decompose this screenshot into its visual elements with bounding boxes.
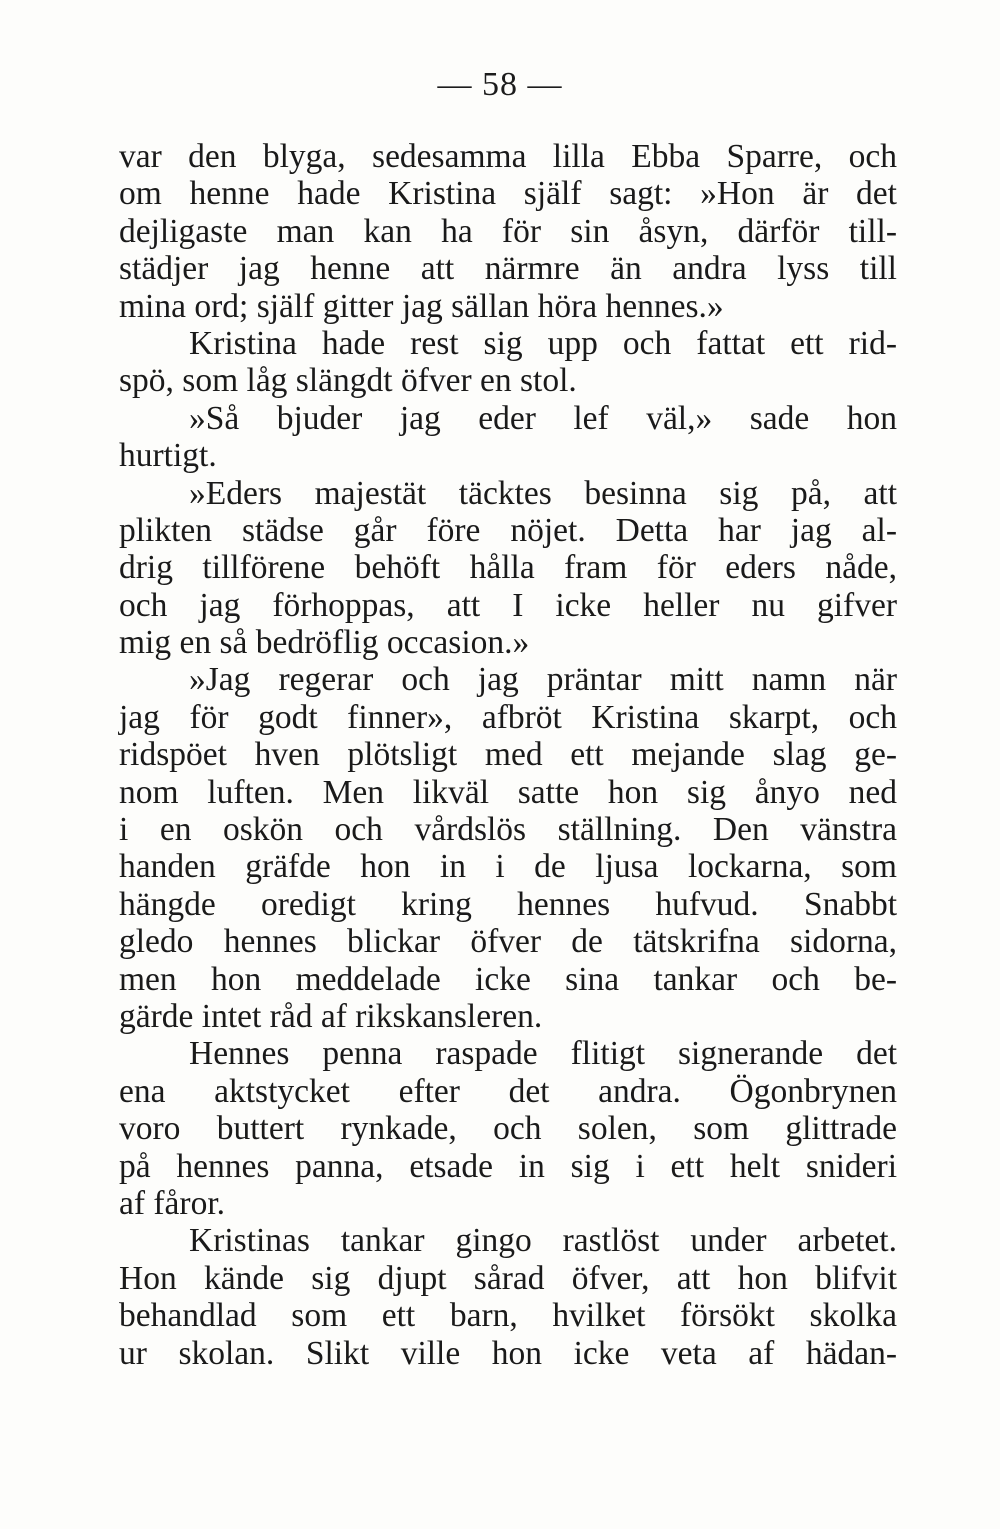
text-line: voro buttert rynkade, och solen, som glittrade: [119, 1110, 897, 1148]
text-line: nom luften. Men likväl satte hon sig ånyo ned: [119, 773, 897, 811]
text-line: af fåror.: [119, 1184, 226, 1222]
text-line: och jag förhoppas, att I icke heller nu gifver: [119, 586, 897, 624]
text-line: mig en så bedröflig occasion.»: [119, 624, 530, 662]
body-text: [119, 138, 897, 1372]
text-line: handen gräfde hon in i de ljusa lockarna, som: [119, 848, 897, 886]
text-line: var den blyga, sedesamma lilla Ebba Sparre, och: [119, 138, 897, 175]
text-line: men hon meddelade icke sina tankar och be-: [119, 960, 897, 998]
text-line: »Så bjuder jag eder lef väl,» sade hon: [189, 399, 897, 437]
text-line: »Eders majestät täcktes besinna sig på, att: [189, 474, 897, 512]
text-line: ur skolan. Slikt ville hon icke veta af hädan-: [119, 1334, 897, 1372]
page-number: — 58 —: [437, 66, 563, 103]
text-line: städjer jag henne att närmre än andra lyss till: [119, 250, 897, 288]
text-line: drig tillförene behöft hålla fram för eders nåde,: [119, 549, 897, 587]
text-line: jag för godt finner», afbröt Kristina skarpt, och: [119, 698, 897, 736]
text-line: gledo hennes blickar öfver de tätskrifna sidorna,: [119, 923, 897, 961]
text-line: behandlad som ett barn, hvilket försökt skolka: [119, 1297, 897, 1335]
text-line: hurtigt.: [119, 437, 217, 475]
text-line: mina ord; själf gitter jag sällan höra hennes.»: [119, 287, 724, 325]
text-line: Kristinas tankar gingo rastlöst under arbetet.: [189, 1222, 897, 1260]
text-line: ridspöet hven plötsligt med ett mejande slag ge-: [119, 736, 897, 774]
text-line: spö, som låg slängdt öfver en stol.: [119, 362, 577, 400]
text-line: Hennes penna raspade flitigt signerande det: [189, 1035, 897, 1073]
text-line: ena aktstycket efter det andra. Ögonbrynen: [119, 1072, 897, 1110]
text-line: gärde intet råd af rikskansleren.: [119, 997, 543, 1035]
text-line: Kristina hade rest sig upp och fattat ett rid-: [189, 324, 897, 362]
text-line: dejligaste man kan ha för sin åsyn, därför till-: [119, 212, 897, 250]
text-line: hängde oredigt kring hennes hufvud. Snabbt: [119, 885, 897, 923]
text-line: plikten städse går före nöjet. Detta har jag al-: [119, 511, 897, 549]
text-line: på hennes panna, etsade in sig i ett helt snideri: [119, 1147, 897, 1185]
text-line: om henne hade Kristina själf sagt: »Hon är det: [119, 175, 897, 213]
text-line: »Jag regerar och jag präntar mitt namn när: [189, 661, 897, 699]
text-line: Hon kände sig djupt sårad öfver, att hon blifvit: [119, 1259, 897, 1297]
text-line: i en oskön och vårdslös ställning. Den vänstra: [119, 811, 897, 849]
